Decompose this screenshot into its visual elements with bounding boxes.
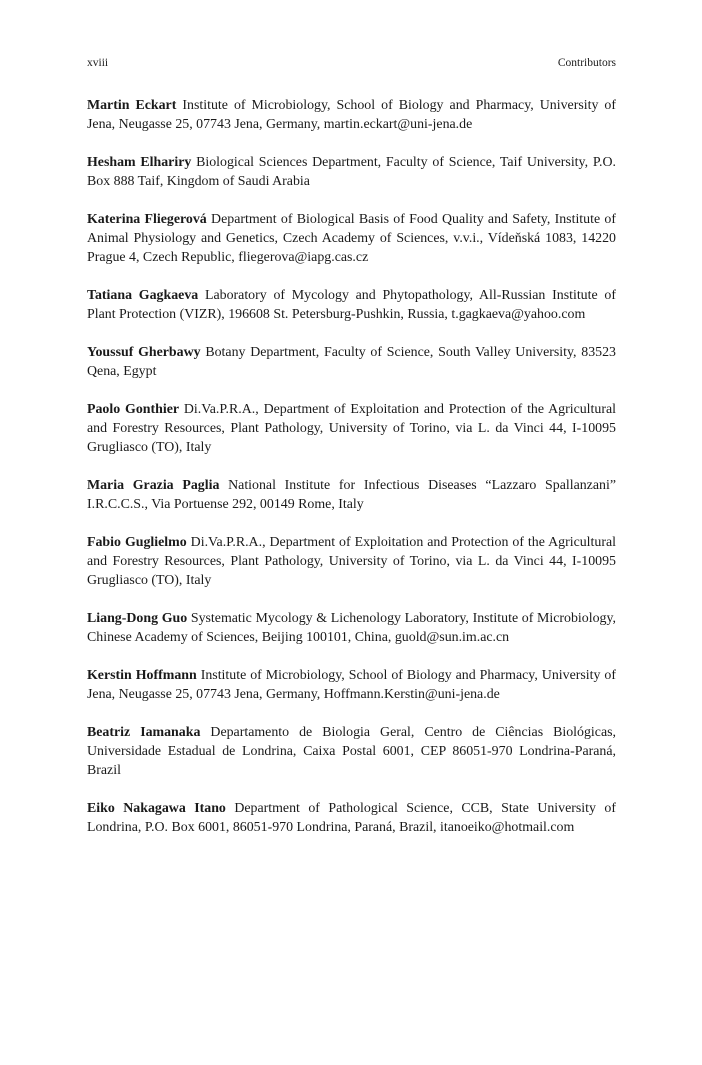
contributor-affiliation: Botany Department, Faculty of Science, South Valley University, 83523 Qena, Egypt	[87, 345, 616, 379]
contributor-name: Fabio Guglielmo	[87, 535, 187, 550]
contributor-name: Kerstin Hoffmann	[87, 668, 197, 683]
contributor-name: Martin Eckart	[87, 98, 177, 113]
contributor-entry	[87, 343, 616, 381]
contributor-affiliation: Laboratory of Mycology and Phytopathology, All-Russian Institute of Plant Protection (VIZR), 196608 St. Petersburg-Pushkin, Russia, t.gagkaeva@yahoo.com	[87, 288, 616, 322]
contributor-entry	[87, 476, 616, 514]
running-header	[87, 56, 616, 70]
contributor-affiliation: National Institute for Infectious Diseases “Lazzaro Spallanzani” I.R.C.C.S., Via Portuense 292, 00149 Rome, Italy	[87, 478, 616, 512]
contributor-name: Hesham Elhariry	[87, 155, 192, 170]
contributor-affiliation: Institute of Microbiology, School of Biology and Pharmacy, University of Jena, Neugasse 25, 07743 Jena, Germany, martin.eckart@uni-jena.de	[87, 98, 616, 132]
contributor-entry	[87, 799, 616, 837]
contributor-list	[87, 96, 616, 837]
contributor-affiliation: Departamento de Biologia Geral, Centro de Ciências Biológicas, Universidade Estadual de Londrina, Caixa Postal 6001, CEP 86051-970 Londrina-Paraná, Brazil	[87, 725, 616, 778]
contributor-affiliation: Biological Sciences Department, Faculty of Science, Taif University, P.O. Box 888 Taif, Kingdom of Saudi Arabia	[87, 155, 616, 189]
contributor-entry	[87, 609, 616, 647]
contributor-entry	[87, 153, 616, 191]
contributor-entry	[87, 96, 616, 134]
contributor-affiliation: Di.Va.P.R.A., Department of Exploitation and Protection of the Agricultural and Forestry Resources, Plant Pathology, University of Torino, via L. da Vinci 44, I-10095 Grugliasco (TO), Italy	[87, 402, 616, 455]
contributor-affiliation: Di.Va.P.R.A., Department of Exploitation and Protection of the Agricultural and Forestry Resources, Plant Pathology, University of Torino, via L. da Vinci 44, I-10095 Grugliasco (TO), Italy	[87, 535, 616, 588]
page-number: xviii	[87, 57, 109, 69]
contributor-name: Liang-Dong Guo	[87, 611, 188, 626]
contributor-affiliation: Institute of Microbiology, School of Biology and Pharmacy, University of Jena, Neugasse 25, 07743 Jena, Germany, Hoffmann.Kerstin@uni-jena.de	[87, 668, 616, 702]
document-page	[87, 56, 616, 856]
contributor-entry	[87, 723, 616, 780]
contributor-name: Tatiana Gagkaeva	[87, 288, 199, 303]
contributor-entry	[87, 286, 616, 324]
contributor-entry	[87, 210, 616, 267]
contributor-entry	[87, 400, 616, 457]
contributor-name: Katerina Fliegerová	[87, 212, 207, 227]
contributor-affiliation: Department of Biological Basis of Food Quality and Safety, Institute of Animal Physiology and Genetics, Czech Academy of Sciences, v.v.i., Vídeňská 1083, 14220 Prague 4, Czech Republic, fliegerova@iapg.cas.cz	[87, 212, 616, 265]
contributor-name: Paolo Gonthier	[87, 402, 180, 417]
contributor-name: Youssuf Gherbawy	[87, 345, 201, 360]
contributor-affiliation: Department of Pathological Science, CCB, State University of Londrina, P.O. Box 6001, 86051-970 Londrina, Paraná, Brazil, itanoeiko@hotmail.com	[87, 801, 616, 835]
contributor-affiliation: Systematic Mycology & Lichenology Laboratory, Institute of Microbiology, Chinese Academy of Sciences, Beijing 100101, China, guold@sun.im.ac.cn	[87, 611, 616, 645]
contributor-entry	[87, 533, 616, 590]
contributor-entry	[87, 666, 616, 704]
running-title: Contributors	[557, 57, 616, 69]
contributor-name: Maria Grazia Paglia	[87, 478, 220, 493]
contributor-name: Eiko Nakagawa Itano	[87, 801, 226, 816]
contributor-name: Beatriz Iamanaka	[87, 725, 201, 740]
